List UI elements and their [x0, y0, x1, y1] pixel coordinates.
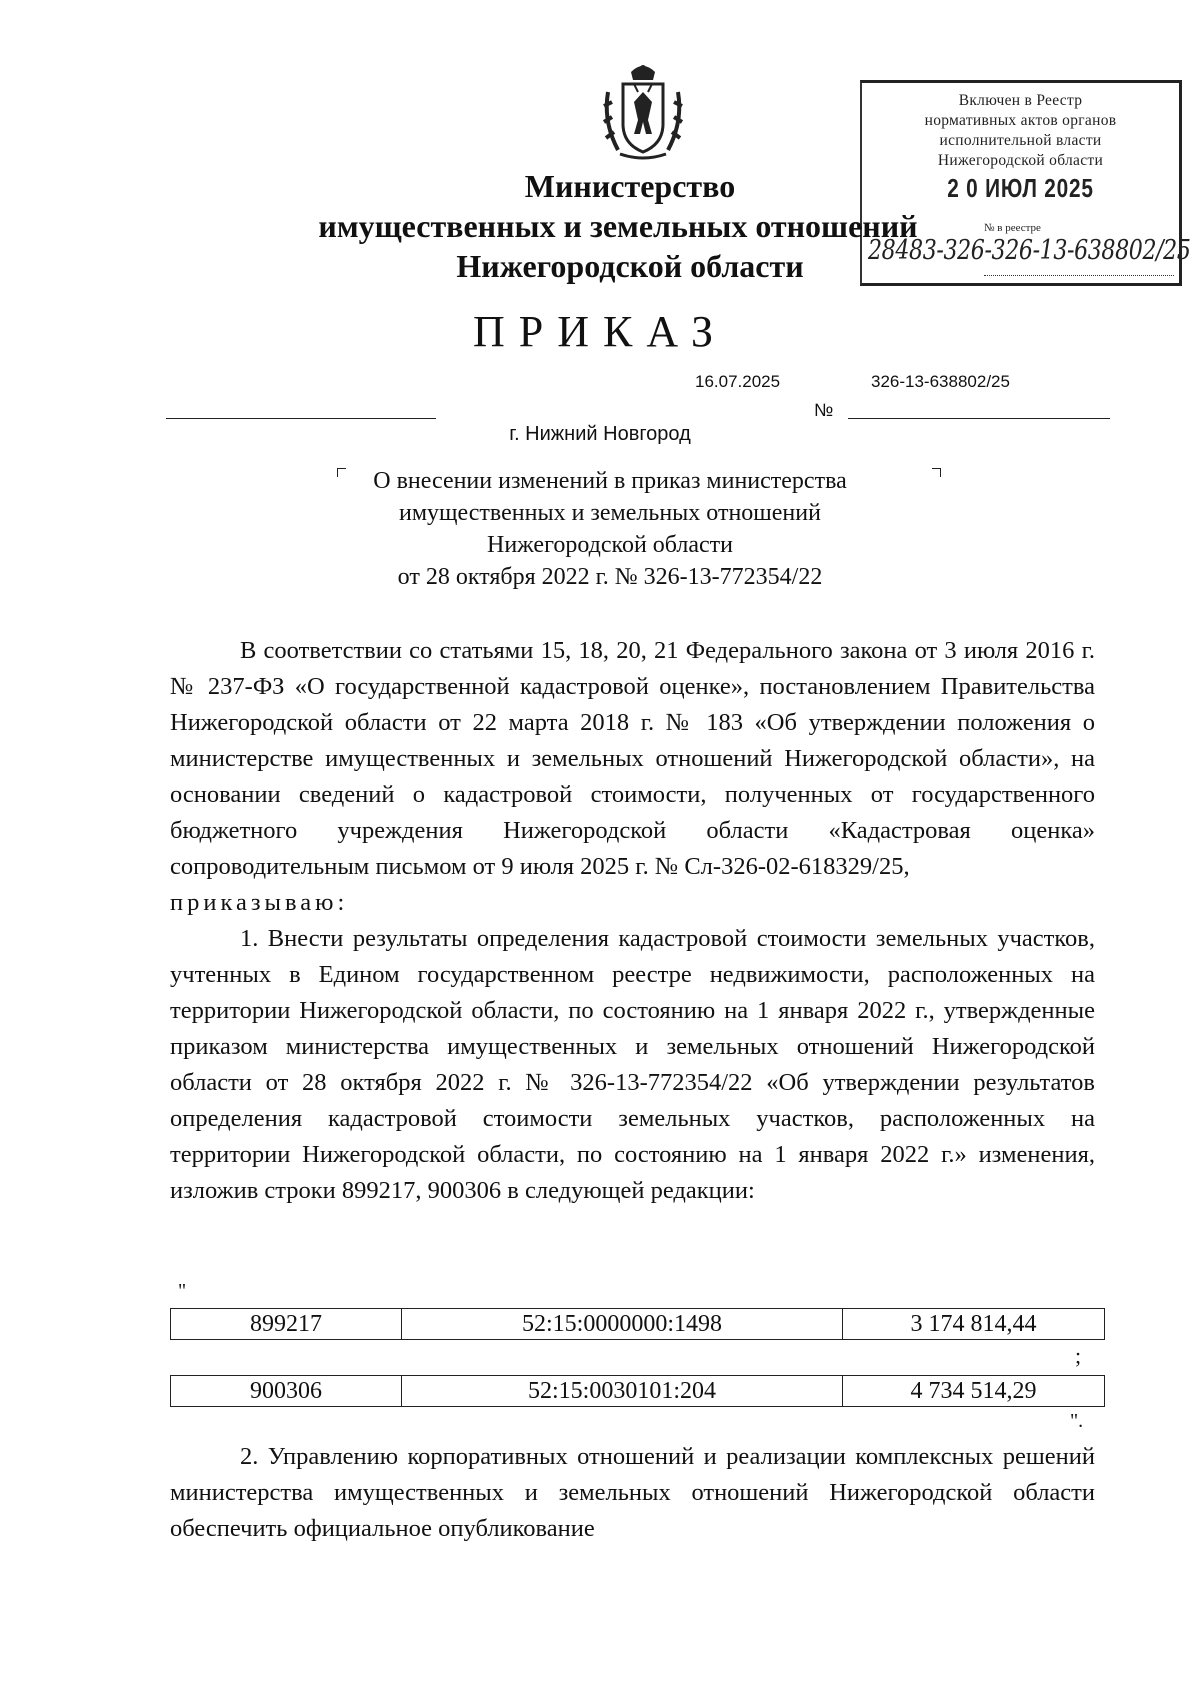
order-word: приказываю:	[170, 889, 349, 916]
organization-name	[280, 166, 980, 286]
preamble-text: В соответствии со статьями 15, 18, 20, 21 Федерального закона от 3 июля 2016 г. № 237-ФЗ «О государственной кадастровой оценке», постановлением Правительства Нижегородской области от 22 марта 2018 г. № 183 «Об утверждении положения о министерстве имущественных и земельных отношений Нижегородской области», на основании сведений о кадастровой стоимости, полученных от государственного бюджетного учреждения Нижегородской области «Кадастровая оценка» сопроводительным письмом от 9 июля 2025 г. № Сл-326-02-618329/25,	[170, 637, 1095, 880]
document-body	[170, 633, 1095, 1209]
closing-quote: ".	[1070, 1410, 1084, 1432]
stamp-line-2: нормативных актов органов	[924, 112, 1117, 129]
city-name: г. Нижний Новгород	[509, 423, 691, 445]
document-number: 326-13-638802/25	[871, 372, 1010, 391]
opening-quote: "	[178, 1280, 187, 1302]
number-underline	[848, 418, 1110, 419]
document-subject	[340, 465, 880, 593]
stamp-line-3: исполнительной власти	[939, 132, 1102, 149]
number-sign: №	[814, 400, 834, 420]
org-line-3: Нижегородской области	[456, 248, 804, 284]
org-line-1: Министерство	[524, 168, 736, 204]
org-line-2: имущественных и земельных отношений	[318, 208, 918, 244]
item-1-paragraph: 1. Внести результаты определения кадастровой стоимости земельных участков, учтенных в Едином государственном реестре недвижимости, расположенных на территории Нижегородской области, по состоянию на 1 января 2022 г., утвержденные приказом министерства имущественных и земельных отношений Нижегородской области от 28 октября 2022 г. № 326-13-772354/22 «Об утверждении результатов определения кадастровой стоимости земельных участков, расположенных на территории Нижегородской области, по состоянию на 1 января 2022 г.» изменения, изложив строки 899217, 900306 в следующей редакции:	[170, 925, 1095, 1204]
stamp-date: 2 0 ИЮЛ 2025	[947, 173, 1094, 203]
row-id: 900306	[171, 1376, 402, 1407]
stamp-registry-number: 28483-326-326-13-638802/25	[868, 235, 1191, 266]
document-type-title: ПРИКАЗ	[472, 307, 728, 356]
subject-line-2: имущественных и земельных отношений	[399, 500, 821, 526]
document-date: 16.07.2025	[695, 372, 781, 391]
order-word-paragraph	[170, 885, 1095, 921]
stamp-registry-label: № в реестре	[984, 222, 1041, 234]
subject-corner-right	[932, 468, 941, 477]
subject-line-1: О внесении изменений в приказ министерства	[373, 468, 847, 494]
subject-line-4: от 28 октября 2022 г. № 326-13-772354/22	[397, 564, 823, 590]
preamble-paragraph	[170, 633, 1095, 885]
row-cadastral-number: 52:15:0030101:204	[402, 1376, 843, 1407]
row-id: 899217	[171, 1309, 402, 1340]
table-row	[171, 1309, 1105, 1340]
row-cadastral-number: 52:15:0000000:1498	[402, 1309, 843, 1340]
row-value: 4 734 514,29	[843, 1376, 1105, 1407]
subject-line-3: Нижегородской области	[486, 532, 734, 558]
cadastral-table-row-2	[170, 1375, 1105, 1407]
row-value: 3 174 814,44	[843, 1309, 1105, 1340]
stamp-underline	[984, 275, 1174, 276]
item-2-paragraph: 2. Управлению корпоративных отношений и реализации комплексных решений министерства имущественных и земельных отношений Нижегородской области обеспечить официальное опубликование	[170, 1443, 1095, 1542]
cadastral-table-row-1	[170, 1308, 1105, 1340]
stamp-line-1: Включен в Реестр	[958, 92, 1083, 109]
coat-of-arms-emblem	[598, 62, 688, 162]
date-underline	[166, 418, 436, 419]
row-separator-semicolon: ;	[1075, 1343, 1082, 1368]
document-body-continued	[170, 1439, 1095, 1547]
table-row	[171, 1376, 1105, 1407]
stamp-line-4: Нижегородской области	[937, 152, 1104, 169]
